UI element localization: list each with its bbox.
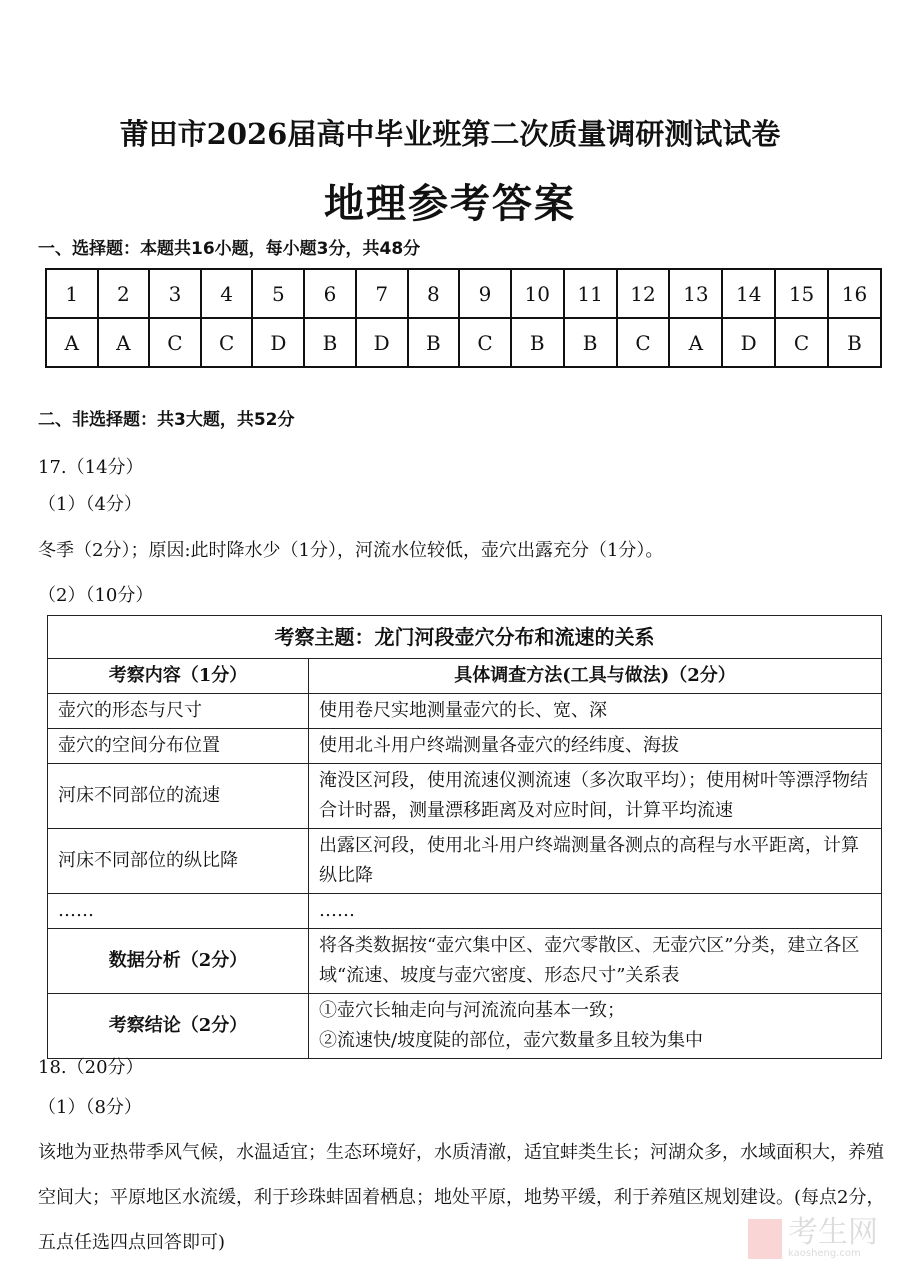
question-number: 15 [775, 269, 828, 318]
answer-cell: C [775, 318, 828, 367]
question-number: 4 [201, 269, 253, 318]
q17-part1-answer: 冬季（2分）；原因:此时降水少（1分），河流水位较低，壶穴出露充分（1分）。 [38, 540, 664, 561]
analysis-text: 将各类数据按“壶穴集中区、壶穴零散区、无壶穴区”分类，建立各区域“流速、坡度与壶穴密度、形态尺寸”关系表 [309, 929, 882, 994]
col-header-content: 考察内容（1分） [48, 659, 309, 694]
question-number: 3 [149, 269, 201, 318]
question-number: 14 [722, 269, 775, 318]
table-row [48, 729, 882, 764]
answer-cell: D [252, 318, 304, 367]
answer-cell: C [459, 318, 511, 367]
answer-cell: B [828, 318, 881, 367]
investigation-method: 使用卷尺实地测量壶穴的长、宽、深 [309, 694, 882, 729]
question-number: 10 [511, 269, 564, 318]
question-number: 9 [459, 269, 511, 318]
investigation-content: 壶穴的空间分布位置 [48, 729, 309, 764]
q18-part1-label: （1）（8分） [38, 1097, 142, 1118]
investigation-content: 壶穴的形态与尺寸 [48, 694, 309, 729]
question-number: 6 [304, 269, 356, 318]
investigation-method: 出露区河段，使用北斗用户终端测量各测点的高程与水平距离，计算纵比降 [309, 829, 882, 894]
answer-cell: A [98, 318, 150, 367]
table-row [48, 894, 882, 929]
question-number: 1 [46, 269, 98, 318]
answer-cell: C [201, 318, 253, 367]
q17-part2-label: （2）（10分） [38, 585, 154, 606]
question-number: 7 [356, 269, 408, 318]
answer-cell: A [46, 318, 98, 367]
investigation-content: 河床不同部位的纵比降 [48, 829, 309, 894]
question-number: 2 [98, 269, 150, 318]
q18-label: 18.（20分） [38, 1057, 144, 1078]
answer-cell: B [408, 318, 460, 367]
investigation-table [47, 615, 882, 1059]
section1-heading: 一、选择题：本题共16小题，每小题3分，共48分 [38, 239, 421, 259]
answer-cell: B [304, 318, 356, 367]
answer-cell: D [356, 318, 408, 367]
answer-cell: B [511, 318, 564, 367]
question-number: 8 [408, 269, 460, 318]
q17-label: 17.（14分） [38, 457, 144, 478]
watermark-logo-icon [748, 1219, 782, 1259]
conclusion-label: 考察结论（2分） [48, 994, 309, 1059]
table-row [48, 694, 882, 729]
investigation-content: …… [48, 894, 309, 929]
answer-row [46, 318, 881, 367]
q18-part1-answer: 该地为亚热带季风气候，水温适宜；生态环境好，水质清澈，适宜蚌类生长；河湖众多，水域面积大，养殖空间大；平原地区水流缓，利于珍珠蚌固着栖息；地处平原，地势平缓，利于养殖区规划建设。(每点2分，五点任选四点回答即可) [38, 1142, 885, 1253]
investigation-method: …… [309, 894, 882, 929]
table-row [48, 764, 882, 829]
section2-heading: 二、非选择题：共3大题，共52分 [38, 410, 295, 430]
watermark-text: 考生网 [788, 1215, 878, 1250]
col-header-method: 具体调查方法(工具与做法)（2分） [309, 659, 882, 694]
question-number: 12 [617, 269, 670, 318]
investigation-content: 河床不同部位的流速 [48, 764, 309, 829]
conclusion-text [309, 994, 882, 1059]
answer-cell: C [617, 318, 670, 367]
answer-key-title: 地理参考答案 [324, 180, 576, 227]
investigation-method: 使用北斗用户终端测量各壶穴的经纬度、海拔 [309, 729, 882, 764]
exam-title: 莆田市2026届高中毕业班第二次质量调研测试试卷 [119, 117, 781, 151]
analysis-label: 数据分析（2分） [48, 929, 309, 994]
question-number: 11 [564, 269, 617, 318]
q17-part1-label: （1）（4分） [38, 494, 142, 515]
question-number: 16 [828, 269, 881, 318]
watermark [748, 1215, 878, 1259]
question-number: 5 [252, 269, 304, 318]
answer-cell: C [149, 318, 201, 367]
conclusion-1: ①壶穴长轴走向与河流流向基本一致； [319, 1000, 625, 1021]
table-title: 考察主题：龙门河段壶穴分布和流速的关系 [48, 616, 882, 659]
answer-cell: A [669, 318, 722, 367]
answer-cell: D [722, 318, 775, 367]
conclusion-2: ②流速快/坡度陡的部位，壶穴数量多且较为集中 [319, 1030, 704, 1051]
table-row [48, 829, 882, 894]
mc-answer-table [45, 268, 882, 368]
investigation-method: 淹没区河段，使用流速仪测流速（多次取平均）；使用树叶等漂浮物结合计时器，测量漂移距离及对应时间，计算平均流速 [309, 764, 882, 829]
watermark-url: kaosheng.com [788, 1248, 861, 1259]
answer-cell: B [564, 318, 617, 367]
question-number-row [46, 269, 881, 318]
question-number: 13 [669, 269, 722, 318]
